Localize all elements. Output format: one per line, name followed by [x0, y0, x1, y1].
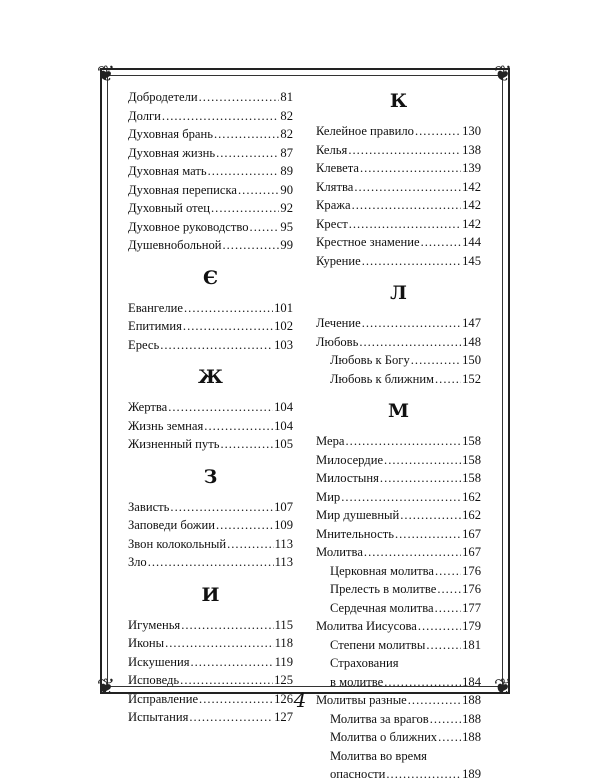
- index-entry[interactable]: Клевета ..... 139: [316, 159, 481, 178]
- index-entry[interactable]: Мера ..... 158: [316, 432, 481, 451]
- index-subentry[interactable]: Церковная молитва ..... 176: [316, 562, 481, 581]
- index-subentry[interactable]: Степени молитвы ..... 181: [316, 636, 481, 655]
- index-entry[interactable]: Мнительность ..... 167: [316, 525, 481, 544]
- section-letter-i: И: [201, 583, 220, 606]
- index-entry[interactable]: Евангелие ..... 101: [128, 299, 293, 318]
- index-entry[interactable]: Епитимия ..... 102: [128, 317, 293, 336]
- index-entry[interactable]: Зло ..... 113: [128, 553, 293, 572]
- corner-ornament-icon: ❦: [96, 61, 116, 86]
- index-entry[interactable]: Милостыня ..... 158: [316, 469, 481, 488]
- section-letter-l: Л: [390, 282, 407, 304]
- index-subentry-first-line[interactable]: Молитва во время: [330, 748, 427, 763]
- index-subentry[interactable]: Молитва за врагов ..... 188: [316, 710, 481, 729]
- index-entry[interactable]: Курение ..... 145: [316, 252, 481, 271]
- index-entry[interactable]: Ересь ..... 103: [128, 336, 293, 355]
- section-letter-zh: Ж: [198, 366, 223, 388]
- section-letter-z: З: [203, 465, 218, 488]
- index-subentry[interactable]: опасности ..... 189: [316, 765, 481, 784]
- index-subentry[interactable]: Любовь к ближним ..... 152: [316, 370, 481, 389]
- index-entry[interactable]: Искушения ..... 119: [128, 653, 293, 672]
- index-entry[interactable]: Крестное знамение ..... 144: [316, 233, 481, 252]
- index-entry[interactable]: Любовь ..... 148: [316, 333, 481, 352]
- index-entry[interactable]: Зависть ..... 107: [128, 498, 293, 517]
- index-subentry[interactable]: в молитве ..... 184: [316, 673, 481, 692]
- index-entry[interactable]: Лечение ..... 147: [316, 314, 481, 333]
- index-column-left: [128, 88, 293, 727]
- index-entry[interactable]: Кража ..... 142: [316, 196, 481, 215]
- index-entry[interactable]: Исповедь ..... 125: [128, 671, 293, 690]
- index-entry[interactable]: Духовный отец ..... 92: [128, 199, 293, 218]
- index-entry[interactable]: Душевнобольной ..... 99: [128, 236, 293, 255]
- index-subentry[interactable]: Прелесть в молитве ..... 176: [316, 580, 481, 599]
- index-entry[interactable]: Жизненный путь ..... 105: [128, 435, 293, 454]
- page-number: 4: [293, 688, 307, 712]
- index-entry[interactable]: Келья ..... 138: [316, 141, 481, 160]
- index-entry[interactable]: Долги ..... 82: [128, 107, 293, 126]
- index-subentry[interactable]: Любовь к Богу ..... 150: [316, 351, 481, 370]
- index-entry[interactable]: Жертва ..... 104: [128, 398, 293, 417]
- index-entry[interactable]: Добродетели ..... 81: [128, 88, 293, 107]
- index-entry[interactable]: Клятва ..... 142: [316, 178, 481, 197]
- corner-ornament-icon: ❦: [493, 61, 513, 86]
- index-group-z: [128, 498, 293, 572]
- index-entry[interactable]: Милосердие ..... 158: [316, 451, 481, 470]
- index-entry[interactable]: Духовная брань ..... 82: [128, 125, 293, 144]
- index-entry[interactable]: Духовная переписка ..... 90: [128, 181, 293, 200]
- index-entry[interactable]: Иконы ..... 118: [128, 634, 293, 653]
- index-entry[interactable]: Мир ..... 162: [316, 488, 481, 507]
- section-letter-e: Є: [202, 266, 219, 289]
- index-entry[interactable]: Келейное правило ..... 130: [316, 122, 481, 141]
- index-entry[interactable]: Духовная жизнь ..... 87: [128, 144, 293, 163]
- index-entry[interactable]: Звон колокольный ..... 113: [128, 535, 293, 554]
- index-entry[interactable]: Мир душевный ..... 162: [316, 506, 481, 525]
- index-entry[interactable]: Игуменья ..... 115: [128, 616, 293, 635]
- index-group-k: [316, 122, 481, 270]
- index-entry[interactable]: Молитвы разные ..... 188: [316, 691, 481, 710]
- index-group-m: [316, 432, 481, 784]
- section-letter-m: М: [387, 400, 410, 422]
- corner-ornament-icon: ❦: [493, 674, 513, 699]
- index-entry[interactable]: Молитва ..... 167: [316, 543, 481, 562]
- index-column-right: [316, 88, 481, 784]
- index-entry[interactable]: Молитва Иисусова ..... 179: [316, 617, 481, 636]
- index-entry[interactable]: Крест ..... 142: [316, 215, 481, 234]
- section-letter-k: К: [389, 90, 408, 112]
- index-entry[interactable]: Исправление ..... 126: [128, 690, 293, 709]
- index-group-zh: [128, 398, 293, 454]
- index-entry[interactable]: Духовное руководство ..... 95: [128, 218, 293, 237]
- index-group-d: [128, 88, 293, 255]
- index-entry[interactable]: Испытания ..... 127: [128, 708, 293, 727]
- index-group-l: [316, 314, 481, 388]
- index-entry[interactable]: Жизнь земная ..... 104: [128, 417, 293, 436]
- index-group-e: [128, 299, 293, 355]
- index-subentry[interactable]: Сердечная молитва ..... 177: [316, 599, 481, 618]
- index-subentry-first-line[interactable]: Страхования: [330, 656, 399, 670]
- index-entry[interactable]: Заповеди божии ..... 109: [128, 516, 293, 535]
- index-entry[interactable]: Духовная мать ..... 89: [128, 162, 293, 181]
- index-subentry[interactable]: Молитва о ближних ..... 188: [316, 728, 481, 747]
- corner-ornament-icon: ❦: [96, 674, 116, 699]
